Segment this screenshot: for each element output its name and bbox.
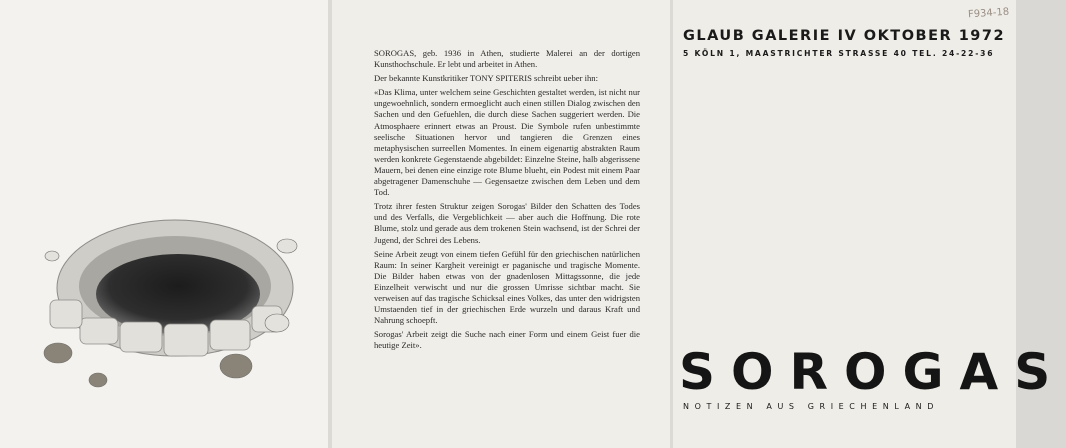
exhibition-subtitle: NOTIZEN AUS GRIECHENLAND: [683, 402, 940, 411]
stone-well-artwork: [40, 210, 320, 400]
paragraph: «Das Klima, unter welchem seine Geschichten gestaltet werden, ist nicht nur ungewoehnlich, sondern ermoeglicht auch einen stillen Dialog zwischen den Sachen und den Gefuehlen, die durch diese Sachen suggeriert werden. Die Atmosphaere erinnert etwas an Proust. Die Symbole rufen unbestimmte seelische Situationen hervor und tangieren die Grenzen eines metaphysischen surreellen Momentes. In einem eigenartig abstrakten Raum werden konkrete Gegenstaende abgebildet: Einzelne Steine, halb abgerissene Mauern, bei denen eine einzige rote Blume blueht, ein Podest mit einem Paar abgetragener Damenschuhe — Gegensaetze zwischen dem Leben und dem Tod.: [374, 87, 640, 198]
paragraph: SOROGAS, geb. 1936 in Athen, studierte Malerei an der dortigen Kunsthochschule. Er lebt und arbeitet in Athen.: [374, 48, 640, 70]
gallery-address: 5 KÖLN 1, MAASTRICHTER STRASSE 40 TEL. 24-22-36: [683, 49, 995, 58]
paragraph: Trotz ihrer festen Struktur zeigen Sorogas' Bilder den Schatten des Todes und des Verfalls, die Vergeblichkeit — aber auch die Hoffnung. Die rote Blume, stolz und gerade aus dem trokenen Stein wachsend, ist der Schrei der Jugend, der Schrei des Lebens.: [374, 201, 640, 245]
gallery-title: GLAUB GALERIE IV OKTOBER 1972: [683, 28, 1006, 44]
essay-text: [374, 48, 640, 354]
archive-note: F934-18: [967, 6, 1010, 21]
paragraph: Seine Arbeit zeugt von einem tiefen Gefühl für den griechischen natürlichen Raum: In seiner Kargheit vereinigt er paganische und tragische Momente. Die Bilder haben etwas von der gnadenlosen Mittagssonne, die jede Einzelheit verwischt und nur die grossen Umrisse sichtbar macht. Sie verweisen auf das tragische Schicksal eines Volkes, das unter den widrigsten Umstaenden tief in der griechischen Erde wurzeln und daraus Kraft und Nahrung schoepft.: [374, 248, 640, 326]
artist-name: SOROGAS: [679, 343, 1066, 401]
paragraph: Sorogas' Arbeit zeigt die Suche nach einer Form und einem Geist fuer die heutige Zeit».: [374, 329, 640, 351]
paragraph: Der bekannte Kunstkritiker TONY SPITERIS schreibt ueber ihn:: [374, 73, 598, 84]
